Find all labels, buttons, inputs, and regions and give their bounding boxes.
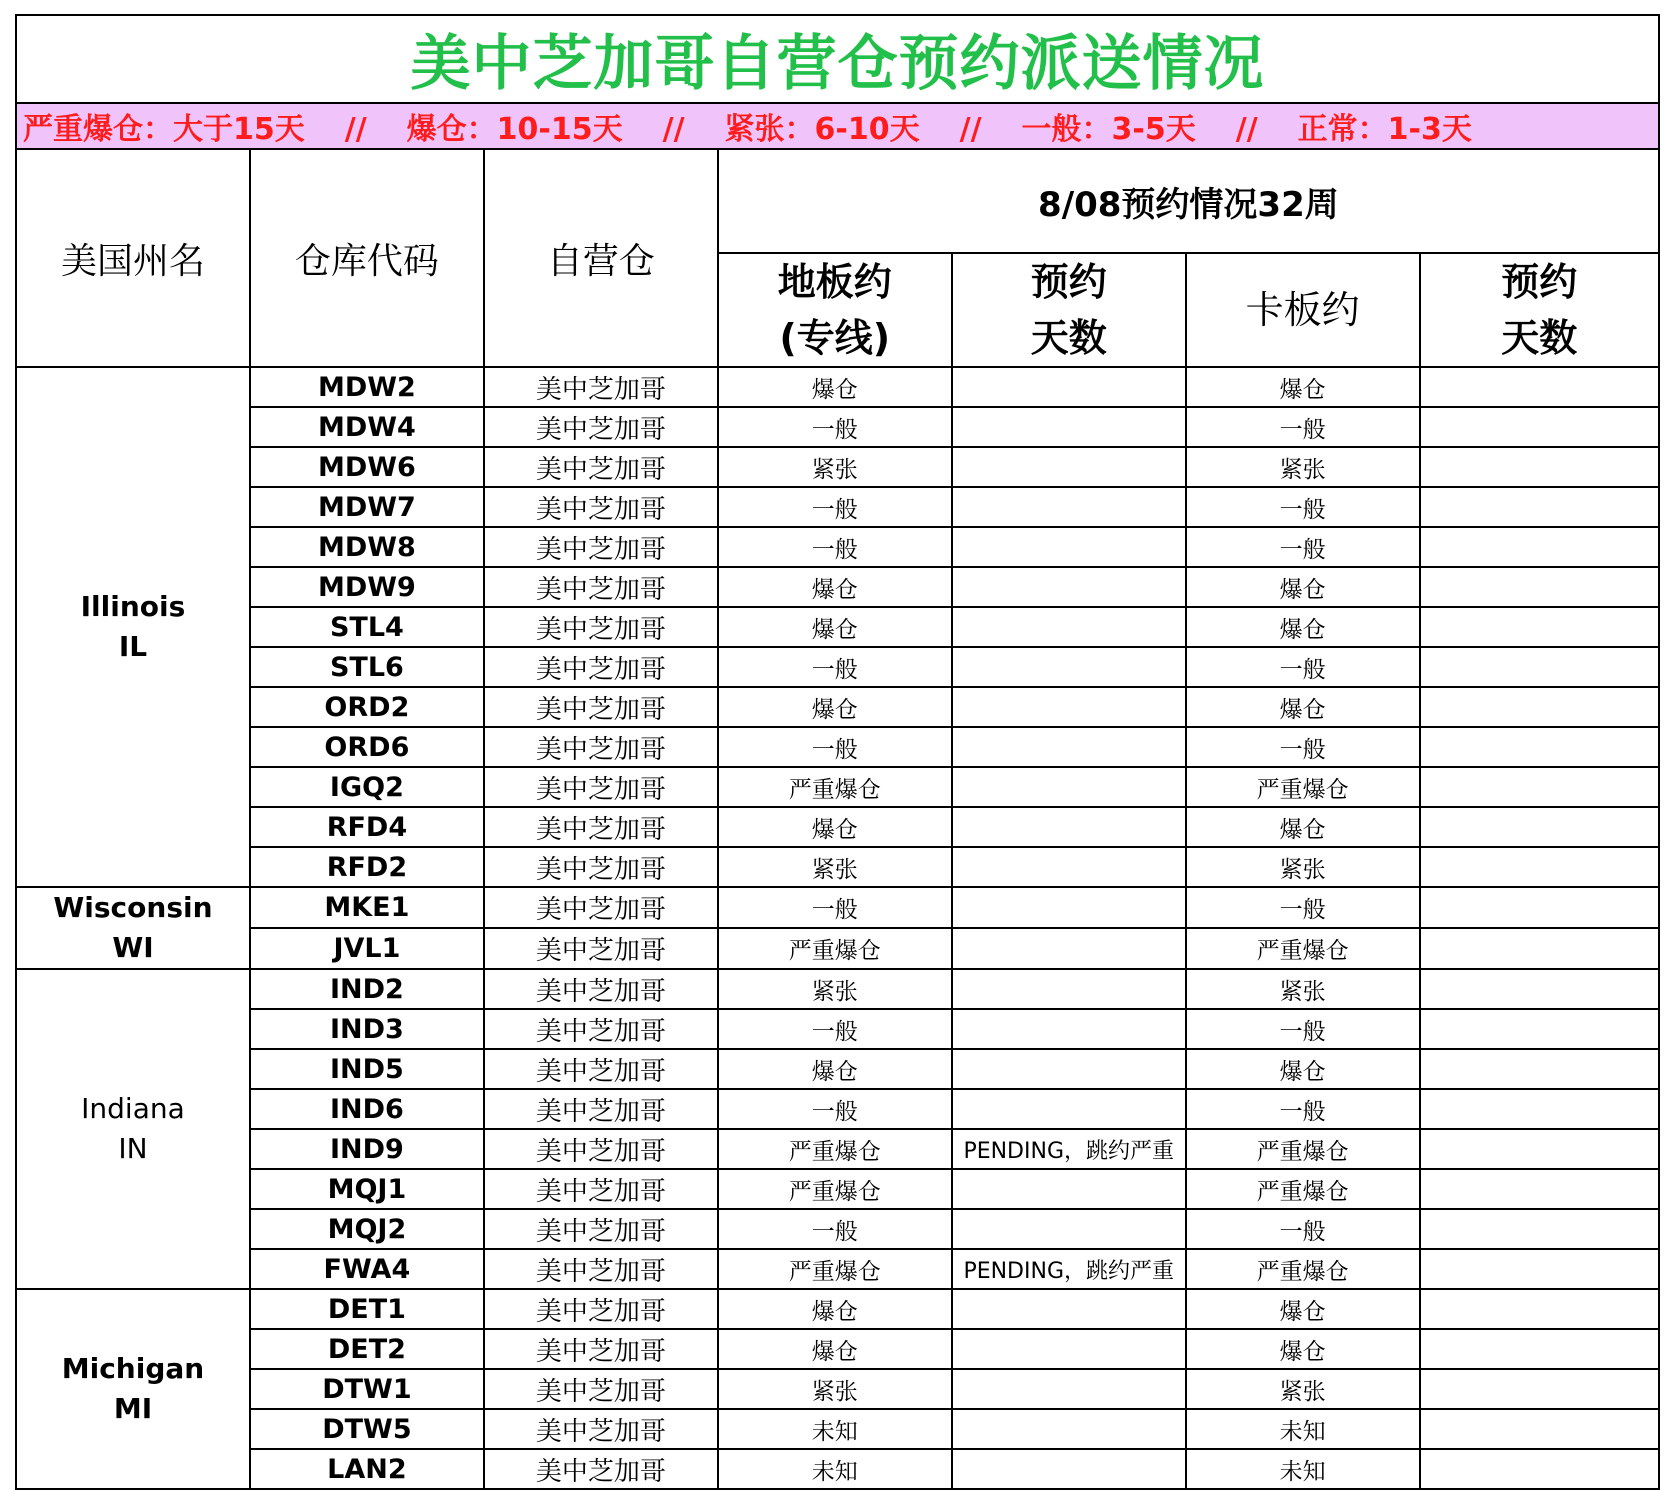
pallet-status-cell: 严重爆仓 — [1186, 767, 1420, 807]
warehouse-code-cell: FWA4 — [250, 1249, 484, 1289]
own-warehouse-cell: 美中芝加哥 — [484, 847, 718, 887]
booking-days-cell — [1420, 1409, 1659, 1449]
table-row — [16, 887, 1659, 928]
floor-status-cell: 一般 — [718, 727, 952, 767]
header-days1-line1: 预约 — [1030, 260, 1107, 304]
own-warehouse-cell: 美中芝加哥 — [484, 767, 718, 807]
booking-days-cell — [1420, 1129, 1659, 1169]
own-warehouse-cell: 美中芝加哥 — [484, 727, 718, 767]
table-row — [16, 1329, 1659, 1369]
floor-status-cell: 一般 — [718, 527, 952, 567]
state-abbr: IL — [118, 630, 148, 663]
warehouse-code-cell: MDW2 — [250, 367, 484, 407]
legend-separator: // — [662, 112, 685, 147]
booking-days-cell: PENDING，跳约严重 — [952, 1129, 1186, 1169]
pallet-status-cell: 爆仓 — [1186, 1329, 1420, 1369]
legend-item: 严重爆仓：大于15天 — [23, 112, 305, 147]
booking-days-cell — [1420, 487, 1659, 527]
schedule-table — [15, 14, 1660, 1490]
warehouse-code-cell: LAN2 — [250, 1449, 484, 1489]
warehouse-code-cell: MQJ2 — [250, 1209, 484, 1249]
own-warehouse-cell: 美中芝加哥 — [484, 1009, 718, 1049]
legend-item: 紧张：6-10天 — [724, 112, 920, 147]
pallet-status-cell: 一般 — [1186, 887, 1420, 928]
pallet-status-cell: 严重爆仓 — [1186, 1249, 1420, 1289]
pallet-status-cell: 未知 — [1186, 1449, 1420, 1489]
warehouse-code-cell: IND9 — [250, 1129, 484, 1169]
table-row — [16, 847, 1659, 887]
booking-days-cell — [952, 1289, 1186, 1329]
warehouse-code-cell: MDW6 — [250, 447, 484, 487]
booking-days-cell — [1420, 847, 1659, 887]
floor-status-cell: 一般 — [718, 887, 952, 928]
warehouse-code-cell: STL4 — [250, 607, 484, 647]
warehouse-code-cell: IND2 — [250, 969, 484, 1009]
own-warehouse-cell: 美中芝加哥 — [484, 367, 718, 407]
table-row — [16, 928, 1659, 969]
floor-status-cell: 一般 — [718, 1209, 952, 1249]
state-cell — [16, 969, 250, 1289]
pallet-status-cell: 爆仓 — [1186, 1289, 1420, 1329]
pallet-status-cell: 一般 — [1186, 647, 1420, 687]
own-warehouse-cell: 美中芝加哥 — [484, 1449, 718, 1489]
booking-days-cell — [952, 847, 1186, 887]
booking-days-cell — [1420, 1049, 1659, 1089]
booking-days-cell — [1420, 807, 1659, 847]
table-row — [16, 1369, 1659, 1409]
warehouse-code-cell: DET1 — [250, 1289, 484, 1329]
pallet-status-cell: 严重爆仓 — [1186, 1129, 1420, 1169]
table-row — [16, 367, 1659, 407]
warehouse-code-cell: IND6 — [250, 1089, 484, 1129]
floor-status-cell: 一般 — [718, 1009, 952, 1049]
floor-status-cell: 紧张 — [718, 847, 952, 887]
warehouse-code-cell: RFD2 — [250, 847, 484, 887]
legend-separator: // — [1235, 112, 1258, 147]
own-warehouse-cell: 美中芝加哥 — [484, 807, 718, 847]
booking-days-cell — [952, 969, 1186, 1009]
booking-days-cell — [952, 527, 1186, 567]
warehouse-code-cell: MDW8 — [250, 527, 484, 567]
booking-days-cell — [1420, 1289, 1659, 1329]
warehouse-code-cell: MQJ1 — [250, 1169, 484, 1209]
table-row — [16, 767, 1659, 807]
warehouse-code-cell: STL6 — [250, 647, 484, 687]
booking-days-cell — [1420, 607, 1659, 647]
booking-days-cell: PENDING，跳约严重 — [952, 1249, 1186, 1289]
table-row — [16, 647, 1659, 687]
pallet-status-cell: 一般 — [1186, 727, 1420, 767]
legend-separator: // — [344, 112, 367, 147]
state-name: Michigan — [61, 1352, 205, 1385]
floor-status-cell: 严重爆仓 — [718, 928, 952, 969]
booking-days-cell — [952, 1329, 1186, 1369]
own-warehouse-cell: 美中芝加哥 — [484, 527, 718, 567]
booking-days-cell — [952, 367, 1186, 407]
pallet-status-cell: 紧张 — [1186, 447, 1420, 487]
booking-days-cell — [1420, 687, 1659, 727]
booking-days-cell — [952, 807, 1186, 847]
floor-status-cell: 爆仓 — [718, 687, 952, 727]
floor-status-cell: 严重爆仓 — [718, 1129, 952, 1169]
floor-status-cell: 爆仓 — [718, 1289, 952, 1329]
table-row — [16, 487, 1659, 527]
pallet-status-cell: 爆仓 — [1186, 567, 1420, 607]
pallet-status-cell: 一般 — [1186, 1209, 1420, 1249]
header-booking-days-2 — [1420, 253, 1659, 367]
table-row — [16, 1249, 1659, 1289]
table-row — [16, 1049, 1659, 1089]
header-floor-line2: (专线) — [779, 316, 891, 360]
header-days2-line2: 天数 — [1501, 316, 1578, 360]
booking-days-cell — [1420, 1209, 1659, 1249]
own-warehouse-cell: 美中芝加哥 — [484, 1209, 718, 1249]
warehouse-code-cell: IND5 — [250, 1049, 484, 1089]
table-row — [16, 1409, 1659, 1449]
booking-days-cell — [952, 1009, 1186, 1049]
warehouse-code-cell: MDW9 — [250, 567, 484, 607]
warehouse-code-cell: RFD4 — [250, 807, 484, 847]
pallet-status-cell: 严重爆仓 — [1186, 1169, 1420, 1209]
pallet-status-cell: 爆仓 — [1186, 1049, 1420, 1089]
table-row — [16, 1449, 1659, 1489]
state-abbr: IN — [118, 1132, 148, 1165]
booking-days-cell — [952, 767, 1186, 807]
table-row — [16, 407, 1659, 447]
header-days1-line2: 天数 — [1030, 316, 1107, 360]
booking-days-cell — [952, 887, 1186, 928]
state-abbr: MI — [113, 1392, 153, 1425]
booking-days-cell — [1420, 969, 1659, 1009]
warehouse-code-cell: MDW7 — [250, 487, 484, 527]
warehouse-code-cell: ORD6 — [250, 727, 484, 767]
header-floor-line1: 地板约 — [777, 260, 892, 304]
table-row — [16, 1129, 1659, 1169]
own-warehouse-cell: 美中芝加哥 — [484, 887, 718, 928]
own-warehouse-cell: 美中芝加哥 — [484, 1049, 718, 1089]
floor-status-cell: 爆仓 — [718, 1049, 952, 1089]
booking-days-cell — [952, 1169, 1186, 1209]
own-warehouse-cell: 美中芝加哥 — [484, 447, 718, 487]
pallet-status-cell: 未知 — [1186, 1409, 1420, 1449]
floor-status-cell: 紧张 — [718, 1369, 952, 1409]
floor-status-cell: 严重爆仓 — [718, 1169, 952, 1209]
state-name: Illinois — [80, 590, 186, 623]
table-row — [16, 527, 1659, 567]
table-row — [16, 1169, 1659, 1209]
own-warehouse-cell: 美中芝加哥 — [484, 1129, 718, 1169]
floor-status-cell: 一般 — [718, 407, 952, 447]
legend-bar — [16, 103, 1659, 149]
pallet-status-cell: 爆仓 — [1186, 807, 1420, 847]
booking-days-cell — [952, 727, 1186, 767]
booking-days-cell — [952, 567, 1186, 607]
warehouse-code-cell: DTW5 — [250, 1409, 484, 1449]
booking-days-cell — [1420, 447, 1659, 487]
floor-status-cell: 未知 — [718, 1449, 952, 1489]
warehouse-code-cell: MKE1 — [250, 887, 484, 928]
table-row — [16, 447, 1659, 487]
own-warehouse-cell: 美中芝加哥 — [484, 1169, 718, 1209]
floor-status-cell: 一般 — [718, 1089, 952, 1129]
pallet-status-cell: 一般 — [1186, 527, 1420, 567]
legend-item: 一般：3-5天 — [1021, 112, 1196, 147]
table-row — [16, 807, 1659, 847]
own-warehouse-cell: 美中芝加哥 — [484, 1089, 718, 1129]
booking-days-cell — [1420, 647, 1659, 687]
table-row — [16, 1209, 1659, 1249]
booking-days-cell — [1420, 1249, 1659, 1289]
booking-days-cell — [1420, 1329, 1659, 1369]
own-warehouse-cell: 美中芝加哥 — [484, 928, 718, 969]
booking-days-cell — [952, 1049, 1186, 1089]
booking-days-cell — [1420, 567, 1659, 607]
page-title: 美中芝加哥自营仓预约派送情况 — [16, 15, 1659, 103]
booking-days-cell — [1420, 727, 1659, 767]
booking-days-cell — [1420, 1169, 1659, 1209]
own-warehouse-cell: 美中芝加哥 — [484, 1329, 718, 1369]
own-warehouse-cell: 美中芝加哥 — [484, 647, 718, 687]
floor-status-cell: 未知 — [718, 1409, 952, 1449]
table-row — [16, 687, 1659, 727]
warehouse-code-cell: IND3 — [250, 1009, 484, 1049]
booking-days-cell — [952, 687, 1186, 727]
header-pallet-booking: 卡板约 — [1186, 253, 1420, 367]
booking-days-cell — [952, 647, 1186, 687]
floor-status-cell: 爆仓 — [718, 567, 952, 607]
floor-status-cell: 一般 — [718, 487, 952, 527]
floor-status-cell: 严重爆仓 — [718, 767, 952, 807]
booking-days-cell — [952, 487, 1186, 527]
booking-days-cell — [1420, 527, 1659, 567]
state-cell — [16, 1289, 250, 1489]
own-warehouse-cell: 美中芝加哥 — [484, 1409, 718, 1449]
table-row — [16, 727, 1659, 767]
floor-status-cell: 紧张 — [718, 969, 952, 1009]
booking-days-cell — [952, 928, 1186, 969]
table-row — [16, 969, 1659, 1009]
pallet-status-cell: 爆仓 — [1186, 607, 1420, 647]
header-own-warehouse: 自营仓 — [484, 149, 718, 367]
header-floor-booking — [718, 253, 952, 367]
own-warehouse-cell: 美中芝加哥 — [484, 487, 718, 527]
own-warehouse-cell: 美中芝加哥 — [484, 687, 718, 727]
header-booking-days-1 — [952, 253, 1186, 367]
booking-days-cell — [1420, 767, 1659, 807]
booking-days-cell — [952, 1409, 1186, 1449]
header-week: 8/08预约情况32周 — [718, 149, 1659, 253]
state-cell — [16, 887, 250, 969]
legend-separator: // — [959, 112, 982, 147]
warehouse-code-cell: DTW1 — [250, 1369, 484, 1409]
pallet-status-cell: 紧张 — [1186, 847, 1420, 887]
booking-days-cell — [1420, 1009, 1659, 1049]
own-warehouse-cell: 美中芝加哥 — [484, 407, 718, 447]
header-days2-line1: 预约 — [1501, 260, 1578, 304]
own-warehouse-cell: 美中芝加哥 — [484, 969, 718, 1009]
header-state: 美国州名 — [16, 149, 250, 367]
warehouse-code-cell: DET2 — [250, 1329, 484, 1369]
floor-status-cell: 爆仓 — [718, 367, 952, 407]
table-row — [16, 1009, 1659, 1049]
own-warehouse-cell: 美中芝加哥 — [484, 607, 718, 647]
own-warehouse-cell: 美中芝加哥 — [484, 1289, 718, 1329]
pallet-status-cell: 爆仓 — [1186, 687, 1420, 727]
warehouse-code-cell: MDW4 — [250, 407, 484, 447]
pallet-status-cell: 爆仓 — [1186, 367, 1420, 407]
warehouse-code-cell: JVL1 — [250, 928, 484, 969]
legend-item: 正常：1-3天 — [1297, 112, 1472, 147]
floor-status-cell: 爆仓 — [718, 1329, 952, 1369]
own-warehouse-cell: 美中芝加哥 — [484, 1369, 718, 1409]
booking-days-cell — [1420, 1449, 1659, 1489]
booking-days-cell — [952, 607, 1186, 647]
floor-status-cell: 爆仓 — [718, 807, 952, 847]
booking-days-cell — [1420, 1369, 1659, 1409]
booking-days-cell — [952, 1089, 1186, 1129]
floor-status-cell: 爆仓 — [718, 607, 952, 647]
pallet-status-cell: 一般 — [1186, 407, 1420, 447]
pallet-status-cell: 紧张 — [1186, 1369, 1420, 1409]
warehouse-code-cell: IGQ2 — [250, 767, 484, 807]
pallet-status-cell: 严重爆仓 — [1186, 928, 1420, 969]
floor-status-cell: 严重爆仓 — [718, 1249, 952, 1289]
floor-status-cell: 一般 — [718, 647, 952, 687]
floor-status-cell: 紧张 — [718, 447, 952, 487]
booking-days-cell — [1420, 367, 1659, 407]
warehouse-code-cell: ORD2 — [250, 687, 484, 727]
table-row — [16, 607, 1659, 647]
booking-days-cell — [1420, 928, 1659, 969]
state-cell — [16, 367, 250, 887]
booking-days-cell — [1420, 407, 1659, 447]
pallet-status-cell: 一般 — [1186, 1089, 1420, 1129]
booking-days-cell — [952, 447, 1186, 487]
pallet-status-cell: 一般 — [1186, 487, 1420, 527]
booking-days-cell — [952, 1449, 1186, 1489]
booking-days-cell — [952, 1209, 1186, 1249]
state-name: Wisconsin — [53, 891, 213, 924]
own-warehouse-cell: 美中芝加哥 — [484, 567, 718, 607]
booking-days-cell — [1420, 1089, 1659, 1129]
pallet-status-cell: 紧张 — [1186, 969, 1420, 1009]
table-row — [16, 1289, 1659, 1329]
own-warehouse-cell: 美中芝加哥 — [484, 1249, 718, 1289]
booking-days-cell — [1420, 887, 1659, 928]
header-warehouse-code: 仓库代码 — [250, 149, 484, 367]
state-name: Indiana — [81, 1092, 185, 1125]
booking-days-cell — [952, 1369, 1186, 1409]
table-row — [16, 1089, 1659, 1129]
table-row — [16, 567, 1659, 607]
legend-item: 爆仓：10-15天 — [406, 112, 623, 147]
booking-days-cell — [952, 407, 1186, 447]
state-abbr: WI — [112, 931, 154, 964]
pallet-status-cell: 一般 — [1186, 1009, 1420, 1049]
